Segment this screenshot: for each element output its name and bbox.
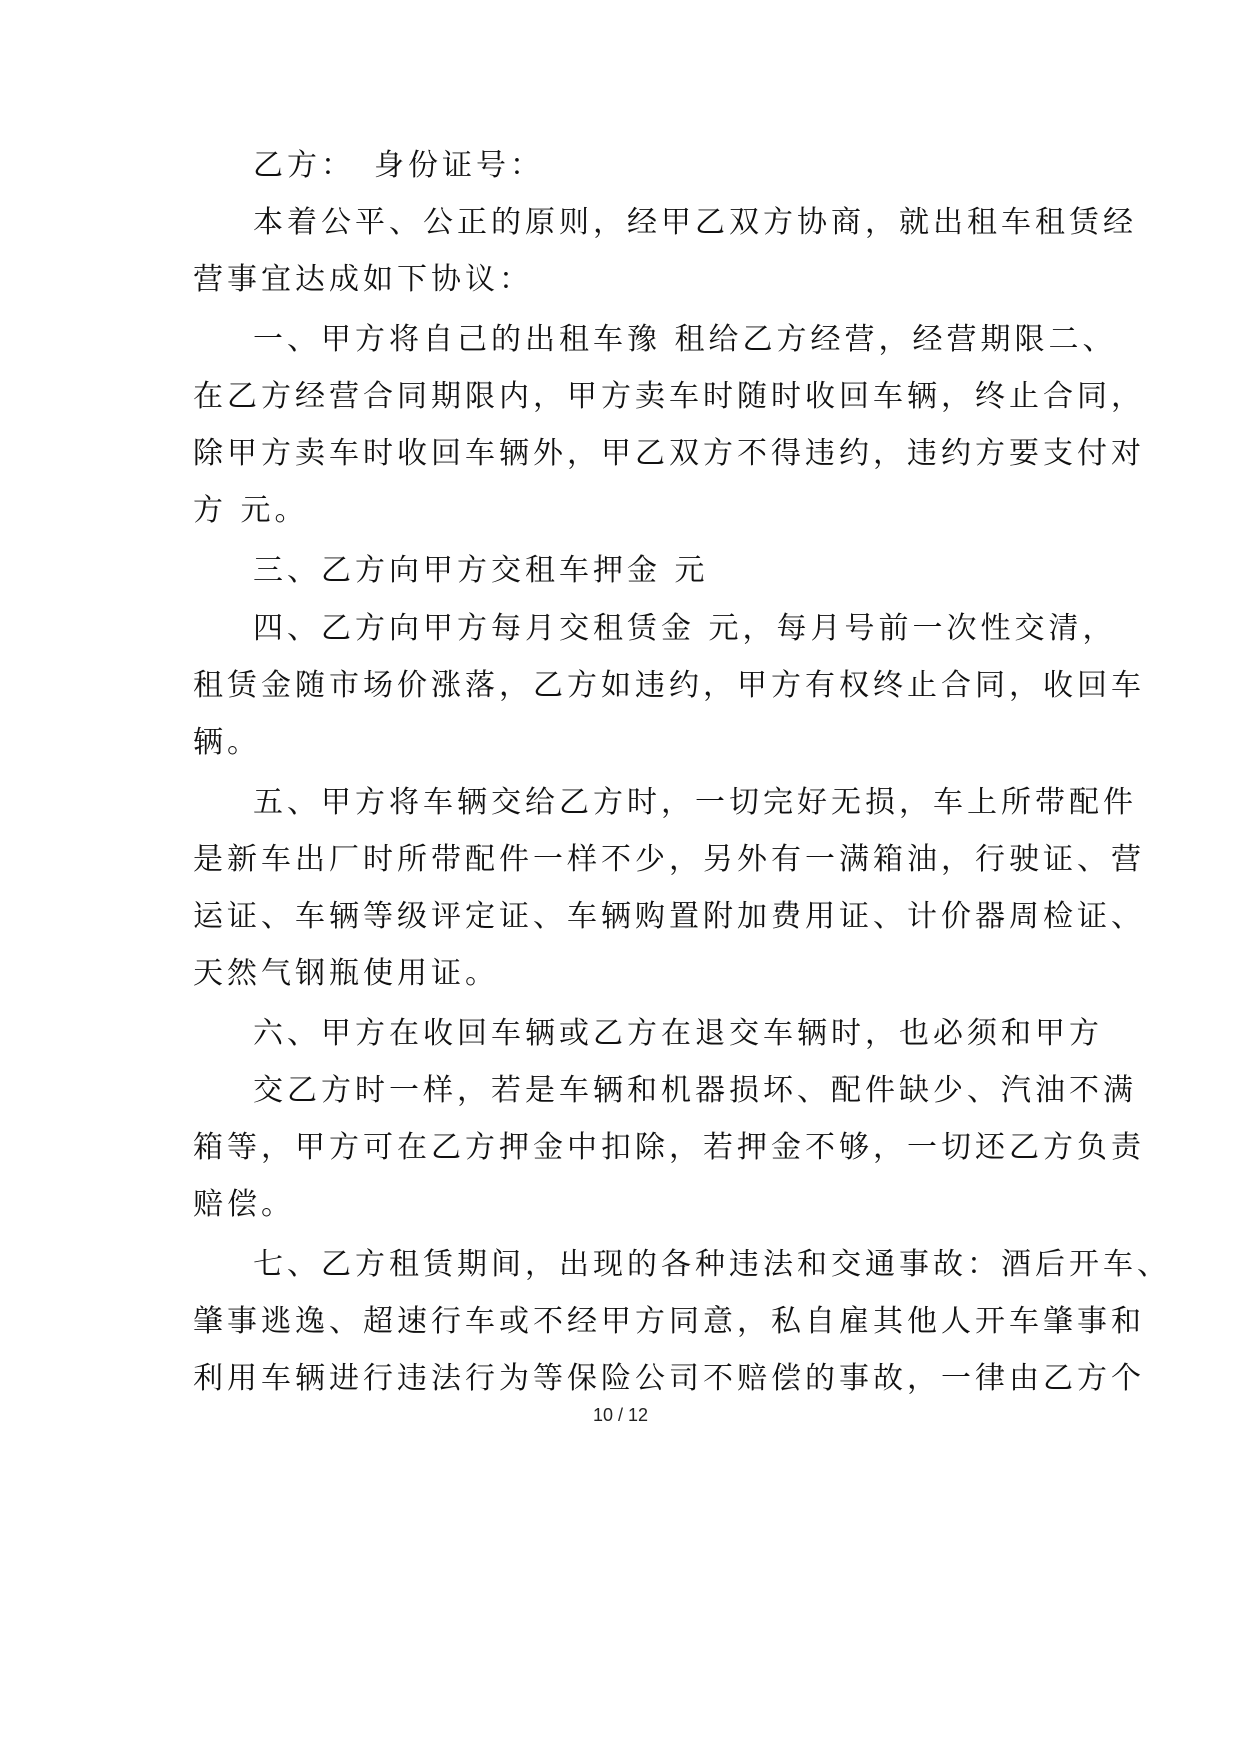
text-line: 天然气钢瓶使用证。 — [193, 956, 499, 991]
text-line: 运证、车辆等级评定证、车辆购置附加费用证、计价器周检证、 — [193, 899, 1145, 934]
text-line: 是新车出厂时所带配件一样不少，另外有一满箱油，行驶证、营 — [193, 842, 1145, 877]
text-line-clause-5: 五、甲方将车辆交给乙方时，一切完好无损，车上所带配件 — [253, 785, 1137, 820]
text-line: 赔偿。 — [193, 1187, 295, 1222]
text-line: 辆。 — [193, 725, 261, 760]
text-line-clause-3: 三、乙方向甲方交租车押金 元 — [253, 553, 709, 588]
text-line: 肇事逃逸、超速行车或不经甲方同意，私自雇其他人开车肇事和 — [193, 1304, 1145, 1339]
text-line: 利用车辆进行违法行为等保险公司不赔偿的事故，一律由乙方个 — [193, 1361, 1145, 1396]
text-line: 本着公平、公正的原则，经甲乙双方协商，就出租车租赁经 — [253, 205, 1137, 240]
text-line: 箱等，甲方可在乙方押金中扣除，若押金不够，一切还乙方负责 — [193, 1130, 1145, 1165]
text-line: 除甲方卖车时收回车辆外，甲乙双方不得违约，违约方要支付对 — [193, 436, 1145, 471]
text-line: 在乙方经营合同期限内，甲方卖车时随时收回车辆，终止合同， — [193, 379, 1145, 414]
text-line: 交乙方时一样，若是车辆和机器损坏、配件缺少、汽油不满 — [253, 1073, 1137, 1108]
text-line-clause-4: 四、乙方向甲方每月交租赁金 元，每月号前一次性交清， — [253, 611, 1117, 646]
text-line-clause-1: 一、甲方将自己的出租车豫 租给乙方经营，经营期限二、 — [253, 322, 1117, 357]
text-line: 租赁金随市场价涨落，乙方如违约，甲方有权终止合同，收回车 — [193, 668, 1145, 703]
text-line-clause-6: 六、甲方在收回车辆或乙方在退交车辆时，也必须和甲方 — [253, 1016, 1103, 1051]
text-line-party-b: 乙方： 身份证号： — [253, 148, 544, 183]
text-line: 营事宜达成如下协议： — [193, 262, 533, 297]
page-number: 10 / 12 — [592, 1405, 649, 1425]
text-line-clause-7: 七、乙方租赁期间，出现的各种违法和交通事故：酒后开车、 — [253, 1247, 1171, 1282]
text-line: 方 元。 — [193, 493, 309, 528]
